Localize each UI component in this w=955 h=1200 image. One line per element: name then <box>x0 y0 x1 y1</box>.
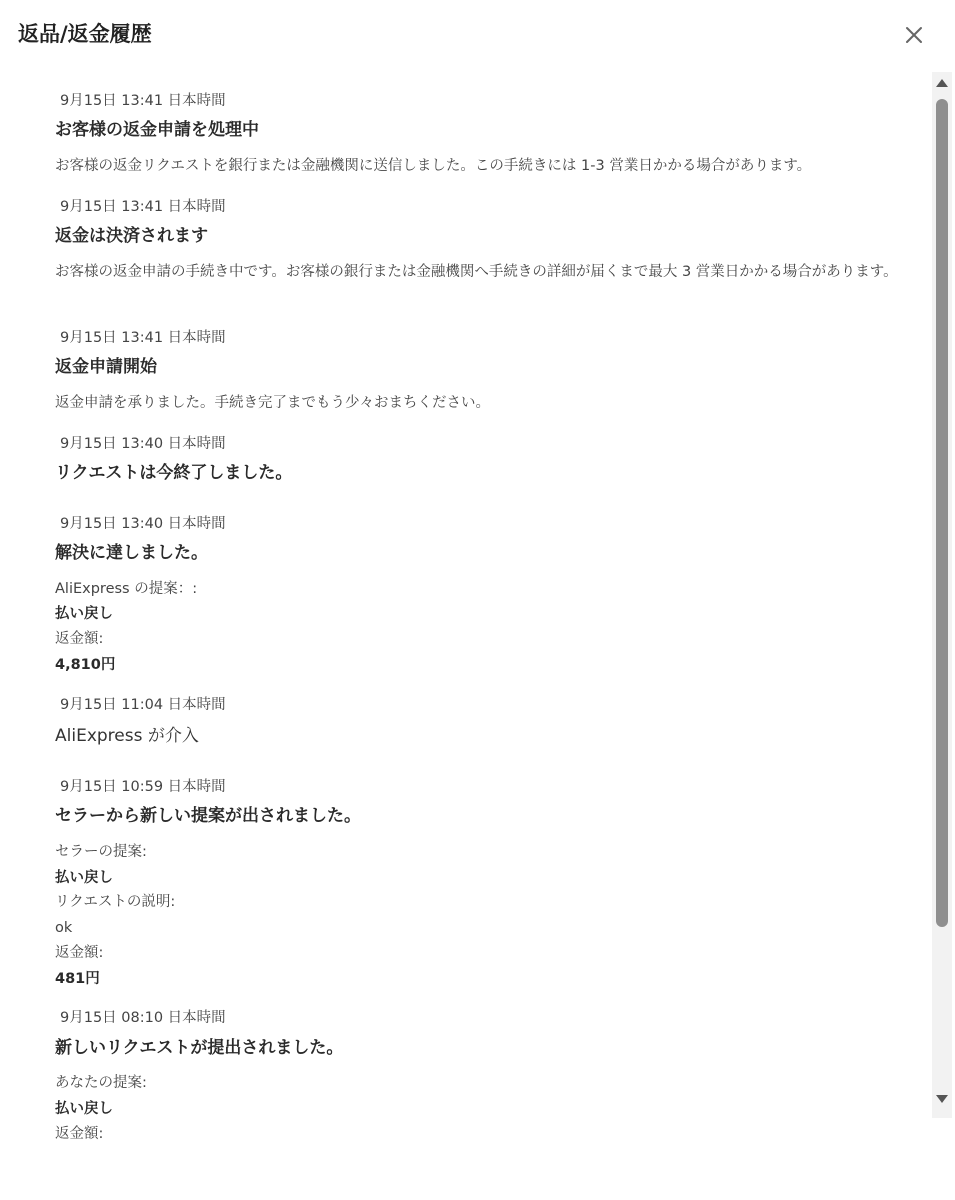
entry-timestamp: 9月15日 10:59 日本時間 <box>60 779 226 795</box>
request-description-label: リクエストの説明: <box>55 894 176 910</box>
entry-description: 返金申請を承りました。手続き完了までもう少々おまちください。 <box>55 395 490 411</box>
proposal-value: 払い戻し <box>55 1101 113 1117</box>
close-icon <box>899 20 929 50</box>
request-description-value: ok <box>55 920 73 936</box>
proposal-value: 払い戻し <box>55 606 113 622</box>
entry-timestamp: 9月15日 13:40 日本時間 <box>60 436 226 452</box>
entry-timestamp: 9月15日 13:40 日本時間 <box>60 516 226 532</box>
entry-timestamp: 9月15日 08:10 日本時間 <box>60 1010 226 1026</box>
entry-title: セラーから新しい提案が出されました。 <box>55 806 361 826</box>
entry-timestamp: 9月15日 11:04 日本時間 <box>60 697 226 713</box>
entry-title: 解決に達しました。 <box>55 543 208 563</box>
close-button[interactable] <box>899 20 929 50</box>
refund-amount-value: 481円 <box>55 971 100 987</box>
entry-title: AliExpress が介入 <box>55 726 199 746</box>
history-scroll-area[interactable] <box>0 72 932 1200</box>
scrollbar-thumb[interactable] <box>936 99 948 927</box>
entry-timestamp: 9月15日 13:41 日本時間 <box>60 199 226 215</box>
refund-amount-label: 返金額: <box>55 945 104 961</box>
entry-title: 返金申請開始 <box>55 357 157 377</box>
entry-title: 返金は決済されます <box>55 226 208 246</box>
entry-title: 新しいリクエストが提出されました。 <box>55 1038 344 1058</box>
arrow-up-icon[interactable] <box>936 79 948 87</box>
proposal-value: 払い戻し <box>55 870 113 886</box>
refund-amount-value: 4,810円 <box>55 657 116 673</box>
refund-amount-label: 返金額: <box>55 1126 104 1142</box>
entry-timestamp: 9月15日 13:41 日本時間 <box>60 330 226 346</box>
proposal-label: AliExpress の提案：: <box>55 581 198 597</box>
refund-amount-label: 返金額: <box>55 631 104 647</box>
entry-title: リクエストは今終了しました。 <box>55 463 293 483</box>
proposal-label: セラーの提案: <box>55 844 147 860</box>
entry-title: お客様の返金申請を処理中 <box>55 120 259 140</box>
entry-description: お客様の返金申請の手続き中です。お客様の銀行または金融機関へ手続きの詳細が届くまで最大 3 営業日かかる場合があります。 <box>55 264 898 280</box>
arrow-down-icon[interactable] <box>936 1095 948 1103</box>
entry-timestamp: 9月15日 13:41 日本時間 <box>60 93 226 109</box>
modal-title: 返品/返金履歴 <box>18 22 152 46</box>
proposal-label: あなたの提案: <box>55 1075 147 1091</box>
entry-description: お客様の返金リクエストを銀行または金融機関に送信しました。この手続きには 1-3 営業日かかる場合があります。 <box>55 158 812 174</box>
